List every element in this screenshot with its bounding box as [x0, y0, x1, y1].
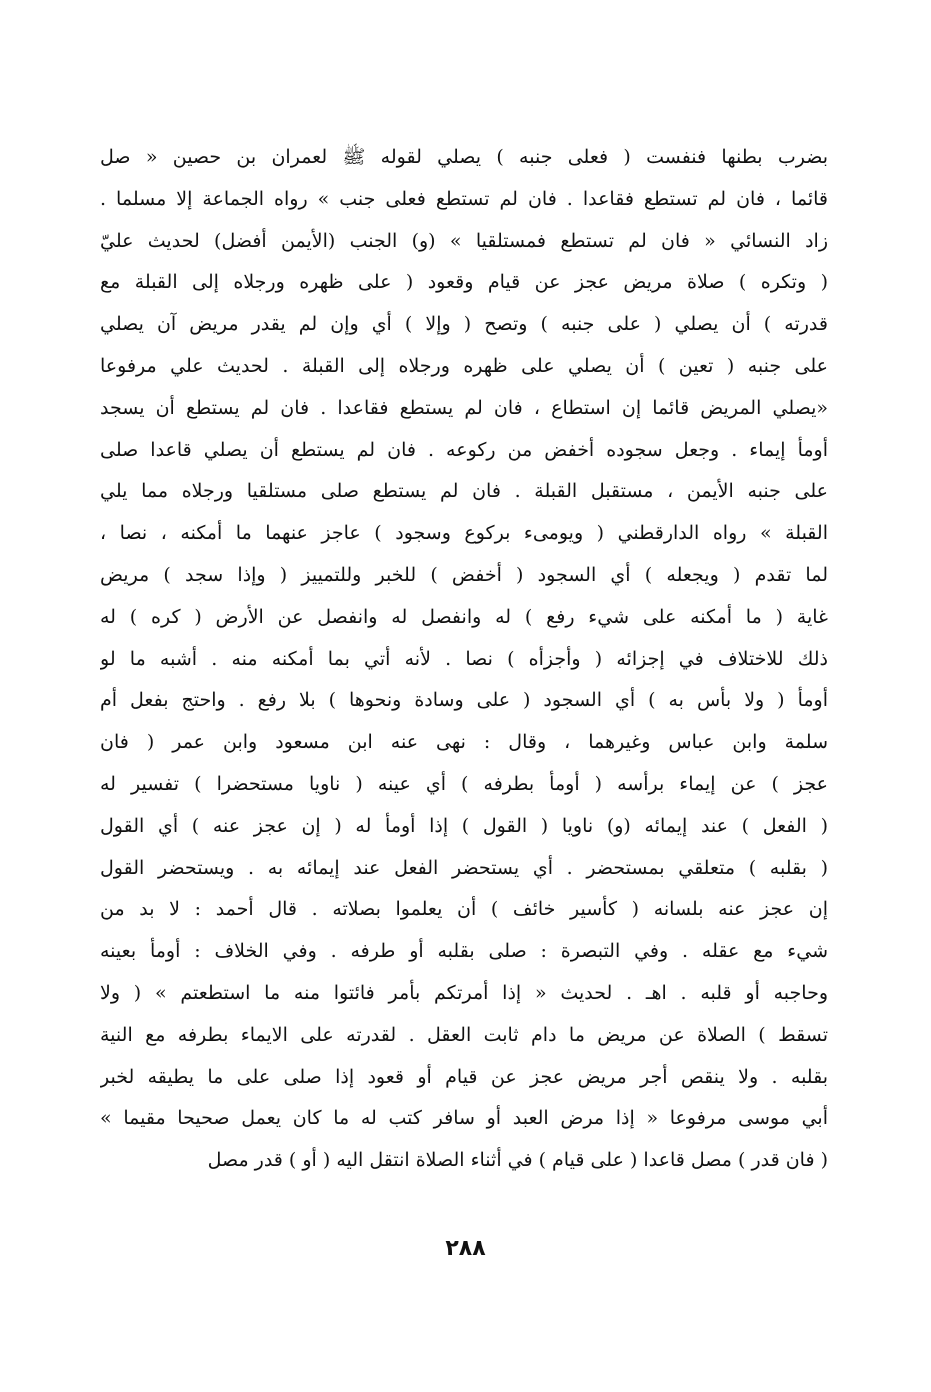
text-line-10: القبلة » رواه الدارقطني ( ويومىء بركوع وسجود ) عاجز عنهما ما أمكنه ، نصا ،: [100, 522, 828, 545]
text-line-25: ( فان قدر ) مصل قاعدا ( على قيام ) في أثناء الصلاة انتقل اليه ( أو ) قدر مصل: [207, 1149, 828, 1172]
text-line-18: ( بقلبه ) متعلقي بمستحضر . أي يستحضر الفعل عند إيمائه به . ويستحضر القول: [100, 856, 828, 879]
text-line-7: «يصلي المريض قائما إن استطاع ، فان لم يستطع فقاعدا . فان لم يستطع أن يسجد: [100, 396, 828, 419]
text-line-19: إن عجز عنه بلسانه ( كأسير خائف ) أن يعلموا بصلاته . قال أحمد : لا بد من: [100, 898, 828, 921]
text-line-4: ( وتكره ) صلاة مريض عجز عن قيام وقعود ( على ظهره ورجلاه إلى القبلة مع: [100, 271, 828, 294]
text-line-21: وحاجبه أو قلبه . اهـ . لحديث « إذا أمرتكم بأمر فائتوا منه ما استطعتم » ( ولا: [100, 981, 828, 1004]
text-line-11: لما تقدم ( ويجعله ) أي السجود ( أخفض ) للخبر وللتمييز ( وإذا سجد ) مريض: [100, 563, 828, 586]
text-line-1: بضرب بطنها فنفست ( فعلى جنبه ) يصلي لقوله ﷺ لعمران بن حصين « صل: [100, 146, 828, 168]
text-line-17: ( الفعل ) عند إيمائه (و) ناويا ( القول ) إذا أومأ له ( إن عجز عنه ) أي القول: [100, 814, 828, 837]
text-line-9: على جنبه الأيمن ، مستقبل القبلة . فان لم يستطع صلى مستلقيا ورجلاه مما يلي: [100, 480, 828, 503]
body-text: [100, 137, 828, 1182]
text-line-20: شيء مع عقله . وفي التبصرة : صلى بقلبه أو طرفه . وفي الخلاف : أومأ بعينه: [100, 940, 828, 963]
text-line-16: عجز ) عن إيماء برأسه ( أومأ بطرفه ) أي عينه ( ناويا مستحضرا ) تفسير له: [100, 772, 828, 795]
text-line-12: غاية ( ما أمكنه على شيء رفع ) له وانفصل له وانفصل عن الأرض ( كره ) له: [100, 605, 828, 628]
text-line-15: سلمة وابن عباس وغيرهما ، وقال : نهى عنه ابن مسعود وابن عمر ( فان: [100, 731, 828, 754]
page-number: ٢٨٨: [445, 1236, 486, 1261]
text-line-23: بقلبه . ولا ينقص أجر مريض عجز عن قيام أو قعود إذا صلى على ما يطيقه لخبر: [100, 1065, 828, 1088]
text-line-2: قائما ، فان لم تستطع فقاعدا . فان لم تستطع فعلى جنب » رواه الجماعة إلا مسلما .: [100, 187, 828, 210]
text-line-24: أبي موسى مرفوعا « إذا مرض العبد أو سافر كتب له ما كان يعمل صحيحا مقيما »: [100, 1107, 828, 1130]
text-line-5: قدرته ) أن يصلي ( على جنبه ) وتصح ( وإلا ) أي وإن لم يقدر مريض آن يصلي: [100, 313, 828, 336]
text-line-13: ذلك للاختلاف في إجزائه ( وأجزأه ) نصا . لأنه أتي بما أمكنه منه . أشبه ما لو: [100, 647, 828, 670]
text-line-22: تسقط ) الصلاة عن مريض ما دام ثابت العقل . لقدرته على الايماء بطرفه مع النية: [100, 1023, 828, 1046]
text-line-8: أومأ إيماء . وجعل سجوده أخفض من ركوعه . فان لم يستطع أن يصلي قاعدا صلى: [100, 438, 828, 461]
text-line-14: أومأ ( ولا بأس به ) أي السجود ( على وسادة ونحوها ) بلا رفع . واحتج بفعل أم: [100, 689, 828, 712]
text-line-3: زاد النسائي « فان لم تستطع فمستلقيا » (و) الجنب (الأيمن أفضل) لحديث عليّ: [100, 229, 828, 252]
text-line-6: على جنبه ( تعين ) أن يصلي على ظهره ورجلاه إلى القبلة . لحديث علي مرفوعا: [100, 354, 828, 377]
